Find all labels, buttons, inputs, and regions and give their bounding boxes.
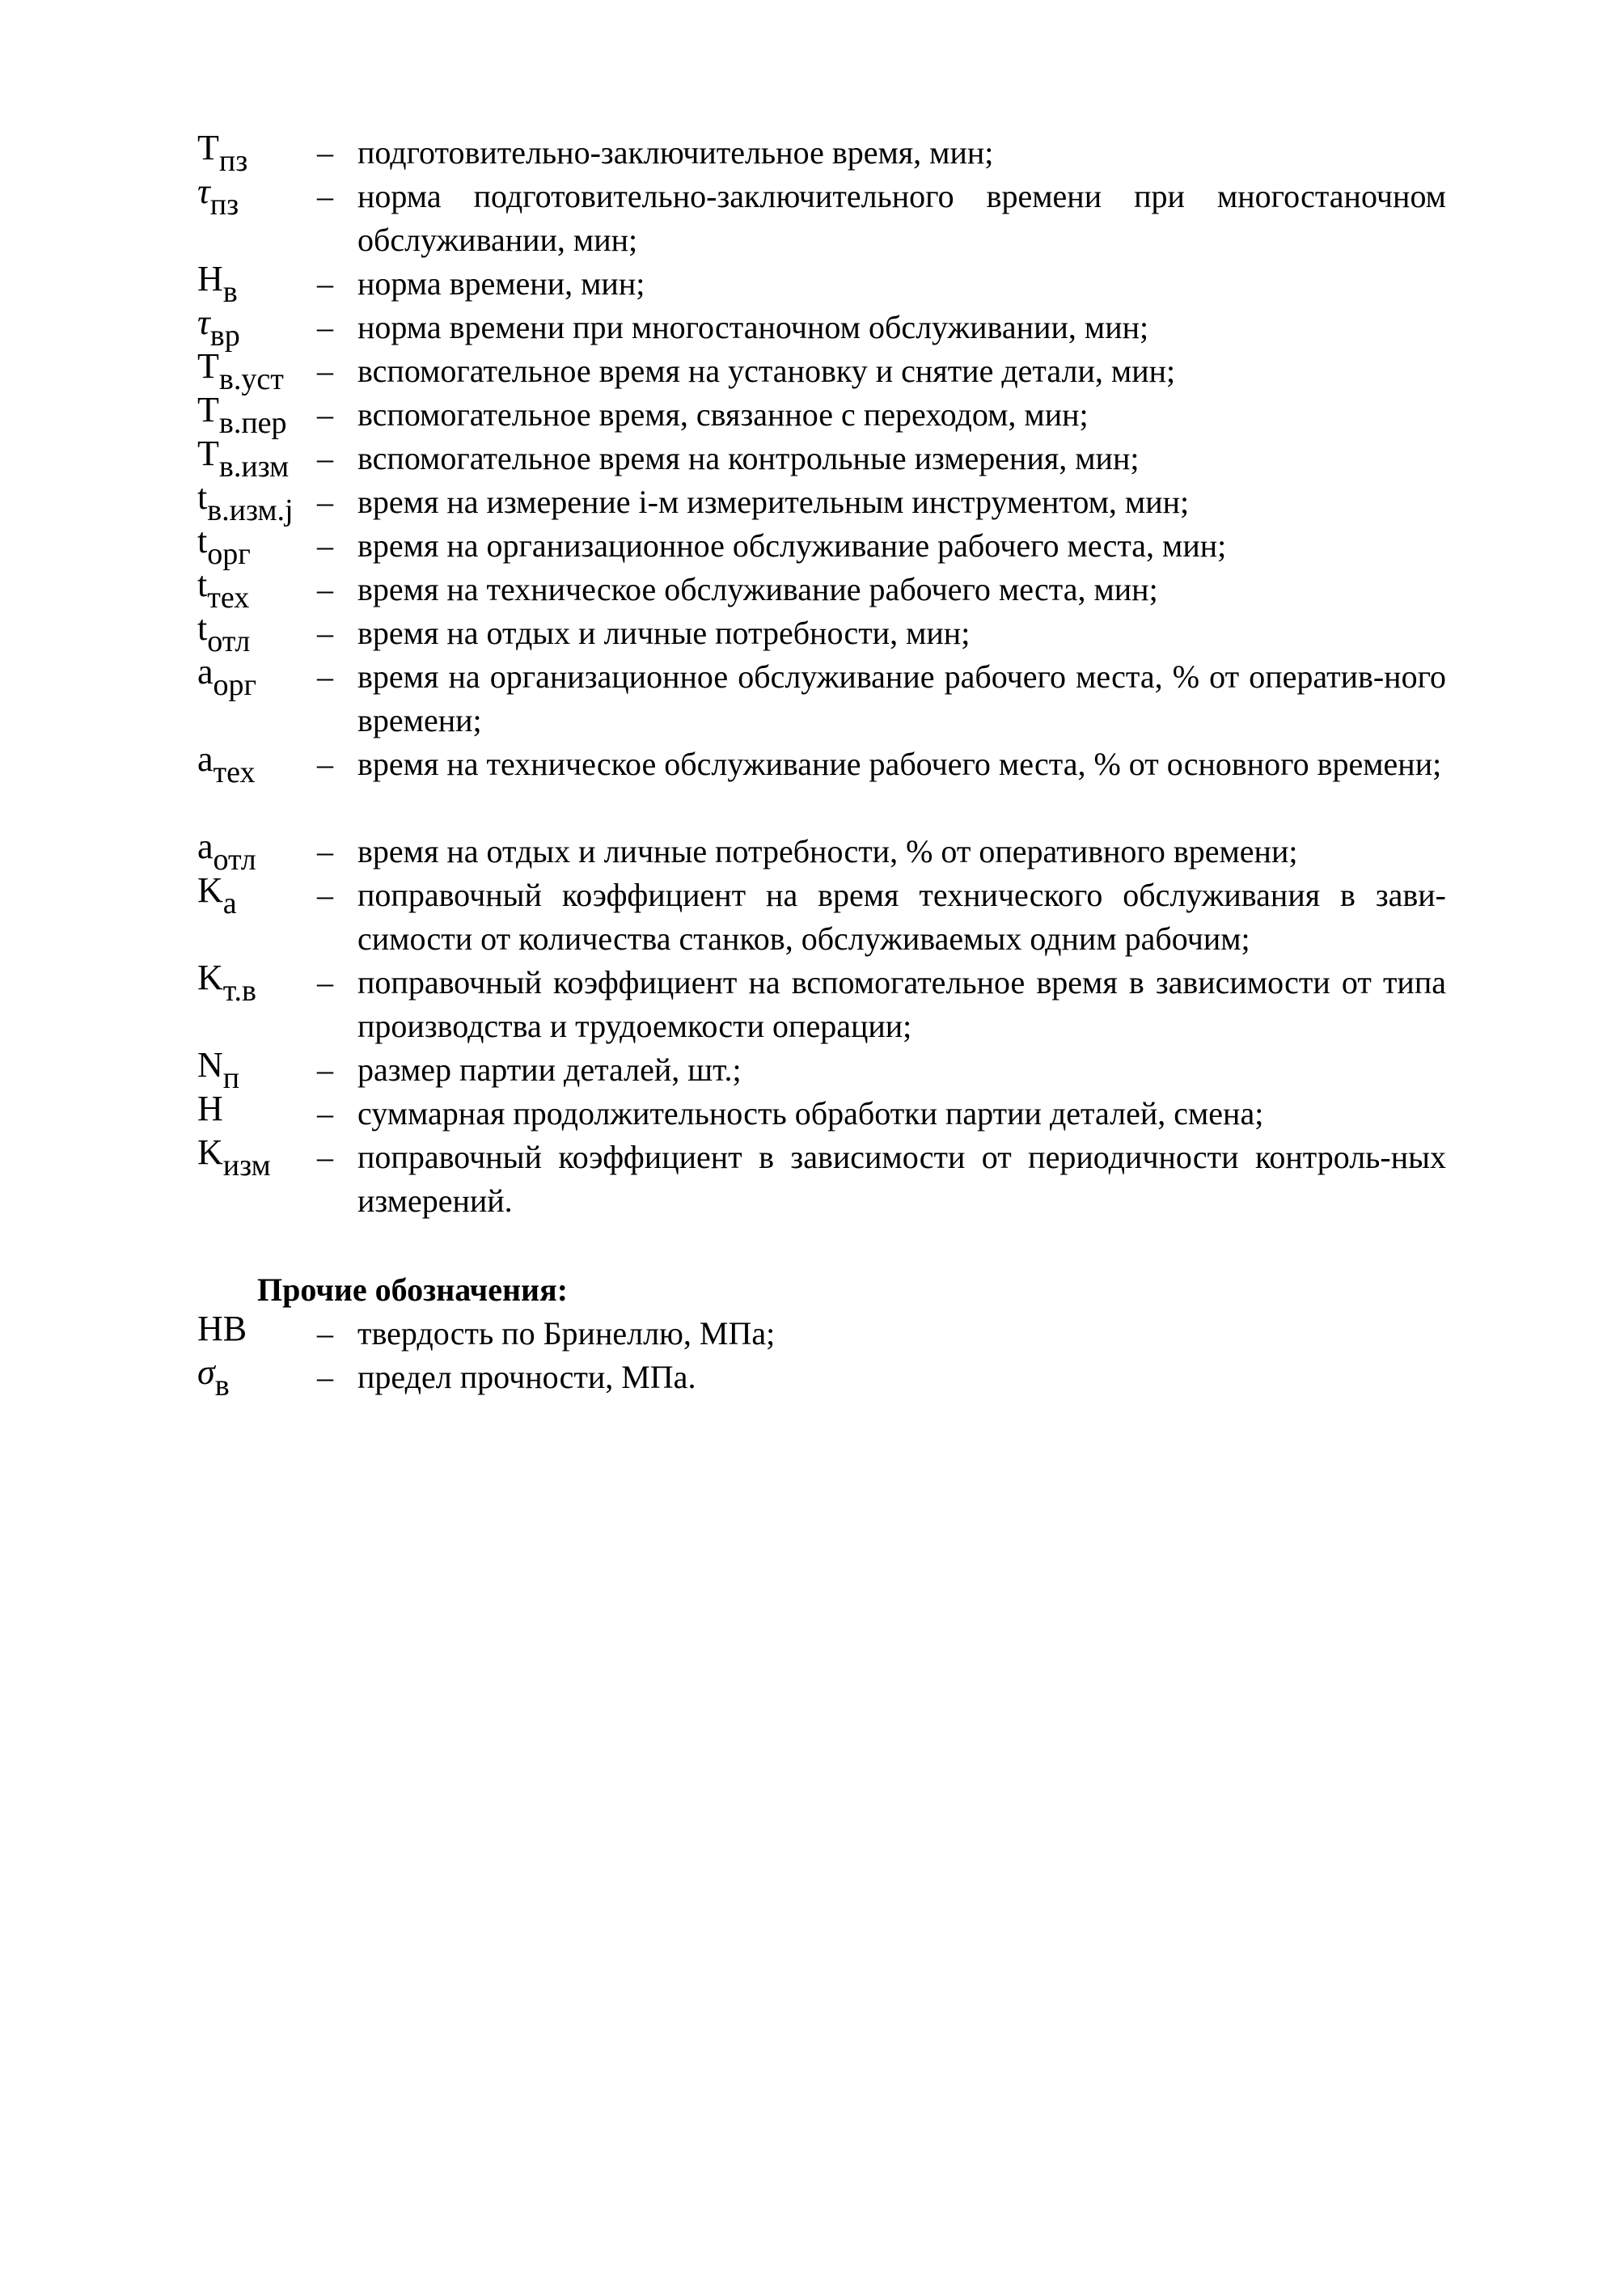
symbol: tорг bbox=[197, 521, 251, 571]
dash: – bbox=[317, 1095, 333, 1132]
symbol: Нв bbox=[197, 259, 238, 309]
description: размер партии деталей, шт.; bbox=[357, 1051, 742, 1088]
description: время на организационное обслуживание рабочего места, % от оператив-ного времени; bbox=[357, 658, 1446, 738]
dash: – bbox=[317, 134, 333, 171]
symbol: Kизм bbox=[197, 1132, 271, 1182]
dash: – bbox=[317, 527, 333, 564]
dash: – bbox=[317, 877, 333, 913]
description: вспомогательное время на установку и снятие детали, мин; bbox=[357, 353, 1176, 389]
description: время на отдых и личные потребности, % от оперативного времени; bbox=[357, 833, 1298, 869]
description: норма времени, мин; bbox=[357, 265, 645, 302]
symbol: aтех bbox=[197, 739, 256, 789]
symbol: aорг bbox=[197, 652, 257, 702]
dash: – bbox=[317, 571, 333, 607]
dash: – bbox=[317, 615, 333, 651]
dash: – bbox=[317, 353, 333, 389]
symbol: Tв.изм bbox=[197, 434, 290, 484]
description: норма времени при многостаночном обслуживании, мин; bbox=[357, 309, 1149, 345]
symbol: Nп bbox=[197, 1045, 240, 1095]
dash: – bbox=[317, 1315, 333, 1352]
description: поправочный коэффициент на вспомогательное время в зависимости от типа производства и трудоемкости операции; bbox=[357, 964, 1446, 1044]
section-heading: Прочие обозначения: bbox=[257, 1271, 569, 1308]
symbol: HB bbox=[197, 1309, 247, 1348]
dash: – bbox=[317, 833, 333, 869]
symbol: Н bbox=[197, 1089, 223, 1128]
symbol: Tв.пер bbox=[197, 390, 287, 440]
dash: – bbox=[317, 1359, 333, 1395]
symbol: τвр bbox=[197, 302, 240, 353]
dash: – bbox=[317, 265, 333, 302]
symbol: Tпз bbox=[197, 128, 248, 178]
symbol: τпз bbox=[197, 171, 239, 222]
symbol: tотл bbox=[197, 608, 251, 658]
dash: – bbox=[317, 309, 333, 345]
symbol: tтех bbox=[197, 565, 250, 615]
description: вспомогательное время, связанное с переходом, мин; bbox=[357, 396, 1089, 433]
dash: – bbox=[317, 658, 333, 695]
symbol: σв bbox=[197, 1352, 230, 1402]
description: время на техническое обслуживание рабочего места, % от основного времени; bbox=[357, 746, 1442, 782]
description: вспомогательное время на контрольные измерения, мин; bbox=[357, 440, 1140, 476]
dash: – bbox=[317, 746, 333, 782]
dash: – bbox=[317, 440, 333, 476]
dash: – bbox=[317, 484, 333, 520]
description: время на организационное обслуживание рабочего места, мин; bbox=[357, 527, 1227, 564]
description: норма подготовительно-заключительного времени при многостаночном обслуживании, мин; bbox=[357, 178, 1446, 258]
symbol: Kт.в bbox=[197, 958, 256, 1008]
symbol: Tв.уст bbox=[197, 346, 284, 396]
description: время на техническое обслуживание рабочего места, мин; bbox=[357, 571, 1158, 607]
symbol: Kа bbox=[197, 870, 237, 920]
dash: – bbox=[317, 1051, 333, 1088]
description: поправочный коэффициент в зависимости от периодичности контроль-ных измерений. bbox=[357, 1139, 1446, 1219]
description: суммарная продолжительность обработки партии деталей, смена; bbox=[357, 1095, 1264, 1132]
description: предел прочности, МПа. bbox=[357, 1359, 696, 1395]
dash: – bbox=[317, 964, 333, 1001]
dash: – bbox=[317, 178, 333, 214]
description: время на отдых и личные потребности, мин; bbox=[357, 615, 971, 651]
dash: – bbox=[317, 1139, 333, 1175]
description: поправочный коэффициент на время технического обслуживания в зави-симости от количества станков, обслуживаемых одним рабочим; bbox=[357, 877, 1446, 957]
description: время на измерение i-м измерительным инструментом, мин; bbox=[357, 484, 1190, 520]
dash: – bbox=[317, 396, 333, 433]
symbol: aотл bbox=[197, 827, 256, 877]
description: подготовительно-заключительное время, мин; bbox=[357, 134, 994, 171]
description: твердость по Бринеллю, МПа; bbox=[357, 1315, 776, 1352]
symbol: tв.изм.j bbox=[197, 477, 294, 527]
